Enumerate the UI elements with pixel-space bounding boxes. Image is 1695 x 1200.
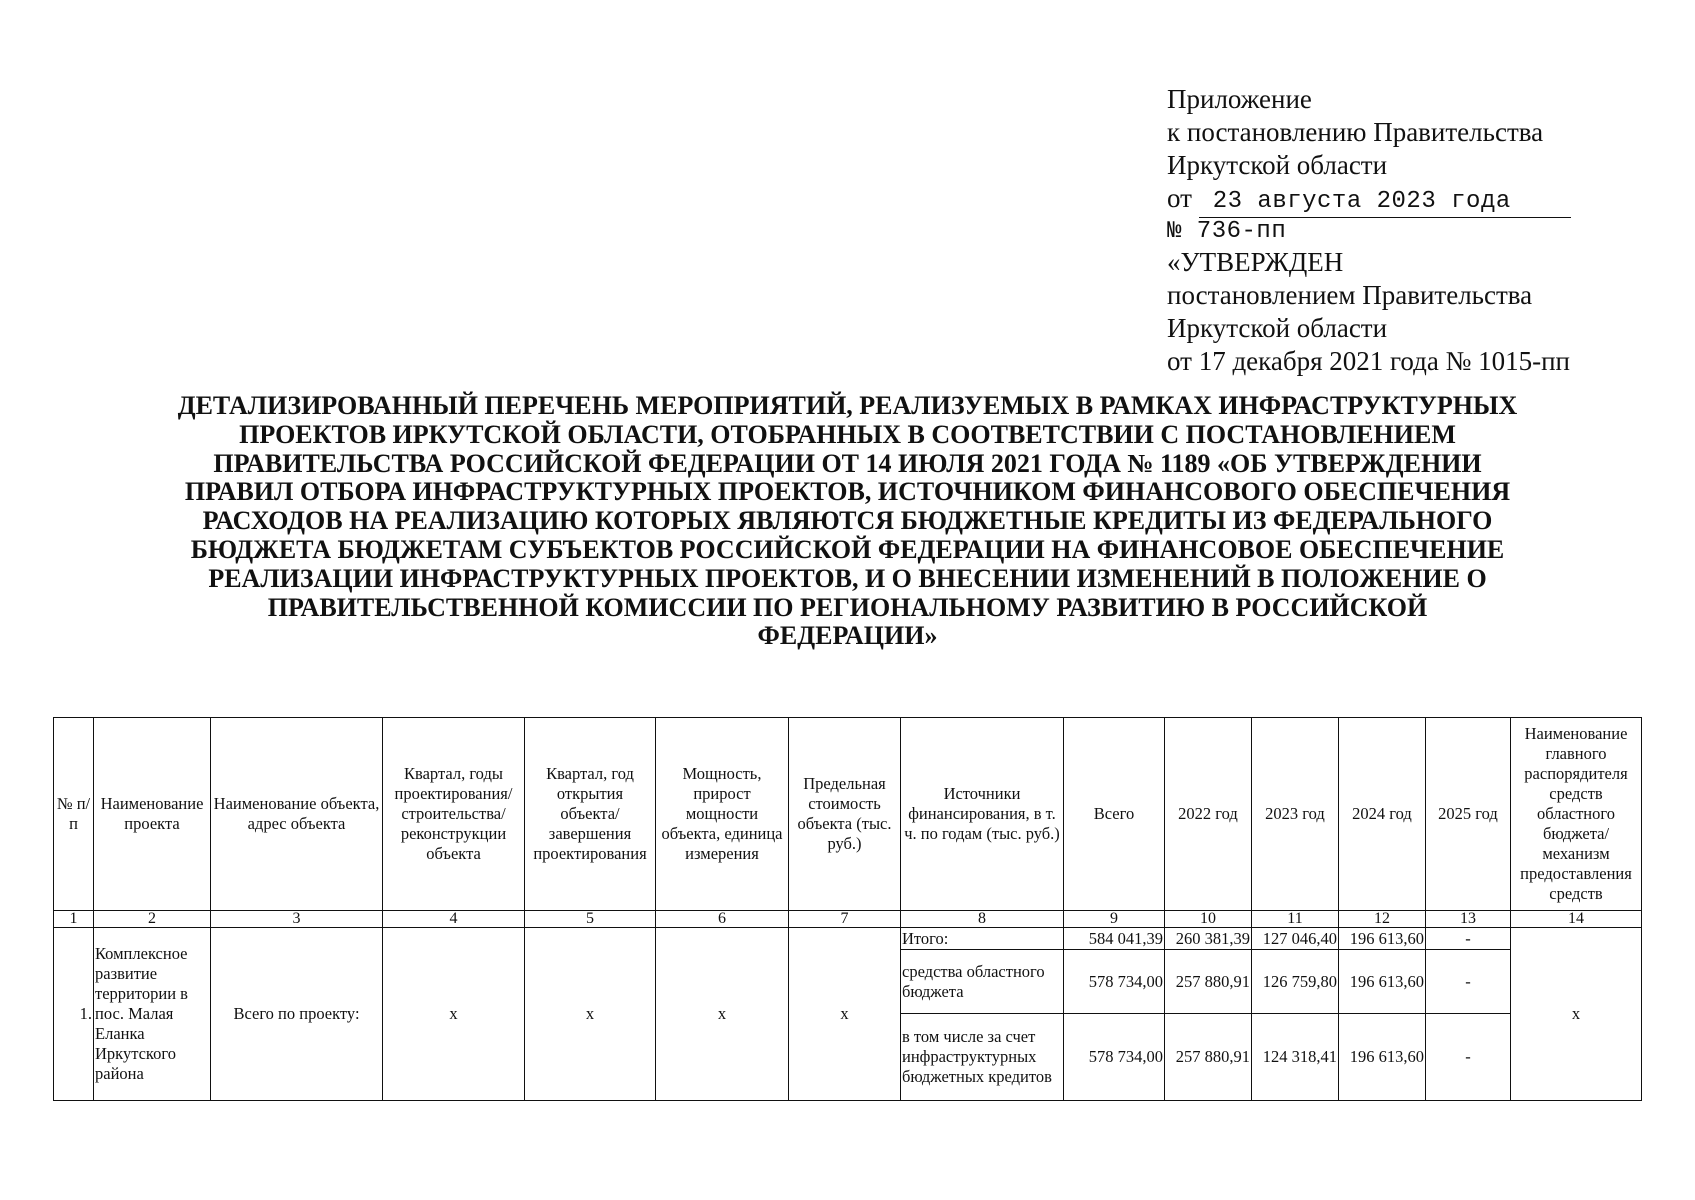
quarter-open-cell: x — [525, 928, 656, 1101]
finance-source: средства областного бюджета — [901, 950, 1064, 1014]
finance-2023: 127 046,40 — [1252, 928, 1339, 950]
column-header: Предельная стоимость объекта (тыс. руб.) — [789, 718, 901, 911]
appendix-date-line — [1167, 182, 1587, 218]
title-line: ПРАВИТЕЛЬСТВА РОССИЙСКОЙ ФЕДЕРАЦИИ ОТ 14 ИЮЛЯ 2021 ГОДА № 1189 «ОБ УТВЕРЖДЕНИИ — [213, 448, 1482, 478]
title-line: ПРАВИЛ ОТБОРА ИНФРАСТРУКТУРНЫХ ПРОЕКТОВ, ИСТОЧНИКОМ ФИНАНСОВОГО ОБЕСПЕЧЕНИЯ — [184, 477, 1511, 507]
finance-2022: 257 880,91 — [1165, 950, 1252, 1014]
column-header: Квартал, годы проектирования/ строительства/ реконструкции объекта — [383, 718, 525, 911]
approved-resolution-line: постановлением Правительства — [1167, 280, 1533, 310]
column-header: Наименование главного распорядителя средств областного бюджета/ механизм предоставления средств — [1511, 718, 1642, 911]
finance-2025: - — [1426, 950, 1511, 1014]
column-header: 2023 год — [1252, 718, 1339, 911]
title-line: ФЕДЕРАЦИИ» — [757, 621, 938, 651]
document-title — [60, 392, 1635, 651]
quarter-build-cell: x — [383, 928, 525, 1101]
column-number: 2 — [94, 911, 211, 928]
column-numbers-row — [54, 911, 1642, 928]
finance-total: 578 734,00 — [1064, 1014, 1165, 1101]
project-name: Комплексное развитие территории в пос. Малая Еланка Иркутского района — [94, 928, 211, 1101]
approved-region-line: Иркутской области — [1167, 313, 1388, 343]
appendix-region-line: Иркутской области — [1167, 150, 1388, 180]
finance-source: в том числе за счет инфраструктурных бюджетных кредитов — [901, 1014, 1064, 1101]
title-line: РАСХОДОВ НА РЕАЛИЗАЦИЮ КОТОРЫХ ЯВЛЯЮТСЯ БЮДЖЕТНЫЕ КРЕДИТЫ ИЗ ФЕДЕРАЛЬНОГО — [202, 506, 1493, 536]
object-name: Всего по проекту: — [211, 928, 383, 1101]
column-number: 11 — [1252, 911, 1339, 928]
distributor-cell: x — [1511, 928, 1642, 1101]
title-line: БЮДЖЕТА БЮДЖЕТАМ СУБЪЕКТОВ РОССИЙСКОЙ ФЕДЕРАЦИИ НА ФИНАНСОВОЕ ОБЕСПЕЧЕНИЕ — [190, 534, 1505, 564]
column-header: № п/п — [54, 718, 94, 911]
column-number: 1 — [54, 911, 94, 928]
finance-total: 584 041,39 — [1064, 928, 1165, 950]
column-header: Всего — [1064, 718, 1165, 911]
column-number: 10 — [1165, 911, 1252, 928]
finance-2024: 196 613,60 — [1339, 928, 1426, 950]
appendix-label: Приложение — [1167, 84, 1312, 114]
cost-cell: x — [789, 928, 901, 1101]
finance-2022: 260 381,39 — [1165, 928, 1252, 950]
approved-label: «УТВЕРЖДЕН — [1167, 247, 1344, 277]
title-line: ДЕТАЛИЗИРОВАННЫЙ ПЕРЕЧЕНЬ МЕРОПРИЯТИЙ, РЕАЛИЗУЕМЫХ В РАМКАХ ИНФРАСТРУКТУРНЫХ — [177, 391, 1518, 420]
column-header: Наименование проекта — [94, 718, 211, 911]
finance-total: 578 734,00 — [1064, 950, 1165, 1014]
finance-source: Итого: — [901, 928, 1064, 950]
column-header: Квартал, год открытия объекта/ завершения проектирования — [525, 718, 656, 911]
title-line: ПРАВИТЕЛЬСТВЕННОЙ КОМИССИИ ПО РЕГИОНАЛЬНОМУ РАЗВИТИЮ В РОССИЙСКОЙ — [267, 592, 1428, 622]
column-number: 5 — [525, 911, 656, 928]
appendix-resolution-line: к постановлению Правительства — [1167, 117, 1544, 147]
finance-2024: 196 613,60 — [1339, 1014, 1426, 1101]
appendix-header — [1167, 83, 1587, 378]
table-row — [54, 928, 1642, 950]
finance-2025: - — [1426, 1014, 1511, 1101]
finance-2023: 126 759,80 — [1252, 950, 1339, 1014]
finance-2022: 257 880,91 — [1165, 1014, 1252, 1101]
finance-2024: 196 613,60 — [1339, 950, 1426, 1014]
finance-2025: - — [1426, 928, 1511, 950]
column-number: 6 — [656, 911, 789, 928]
projects-table — [53, 717, 1642, 1101]
column-number: 9 — [1064, 911, 1165, 928]
column-header: Источники финансирования, в т. ч. по годам (тыс. руб.) — [901, 718, 1064, 911]
column-number: 13 — [1426, 911, 1511, 928]
title-line: ПРОЕКТОВ ИРКУТСКОЙ ОБЛАСТИ, ОТОБРАННЫХ В СООТВЕТСТВИИ С ПОСТАНОВЛЕНИЕМ — [239, 419, 1456, 449]
column-number: 7 — [789, 911, 901, 928]
approved-date-line: от 17 декабря 2021 года № 1015-пп — [1167, 346, 1571, 376]
column-number: 3 — [211, 911, 383, 928]
row-number: 1. — [54, 928, 94, 1101]
column-number: 14 — [1511, 911, 1642, 928]
column-header: Мощность, прирост мощности объекта, единица измерения — [656, 718, 789, 911]
finance-2023: 124 318,41 — [1252, 1014, 1339, 1101]
column-header: 2024 год — [1339, 718, 1426, 911]
column-number: 4 — [383, 911, 525, 928]
column-header: 2025 год — [1426, 718, 1511, 911]
table-header-row — [54, 718, 1642, 911]
date-value: 23 августа 2023 года — [1199, 187, 1571, 218]
resolution-number: № 736-пп — [1167, 218, 1287, 245]
title-line: РЕАЛИЗАЦИИ ИНФРАСТРУКТУРНЫХ ПРОЕКТОВ, И О ВНЕСЕНИИ ИЗМЕНЕНИЙ В ПОЛОЖЕНИЕ О — [208, 563, 1487, 593]
column-header: 2022 год — [1165, 718, 1252, 911]
column-number: 8 — [901, 911, 1064, 928]
column-number: 12 — [1339, 911, 1426, 928]
date-prefix: от — [1167, 183, 1192, 213]
capacity-cell: x — [656, 928, 789, 1101]
column-header: Наименование объекта, адрес объекта — [211, 718, 383, 911]
